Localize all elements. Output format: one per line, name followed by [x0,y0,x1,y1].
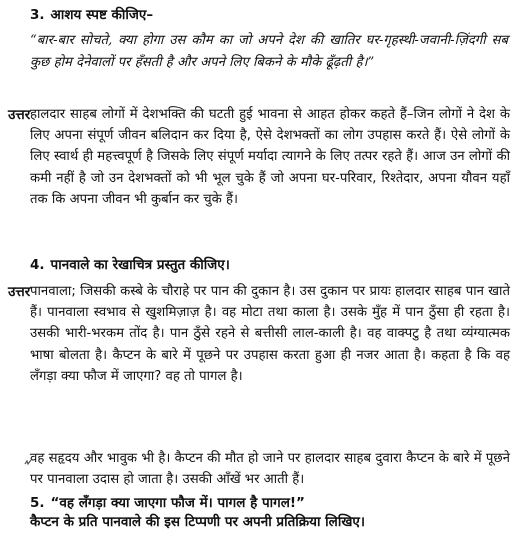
answer-label-1: उत्तर [8,107,31,123]
answer-3-text: हालदार साहब लोगों में देशभक्ति की घटती हुई भावना से आहत होकर कहते हैं–जिन लोगों ने देश के लिए अपना संपूर्ण जीवन बलिदान कर दिया है, ऐसे देशभक्तों का लोग उपहास करते हैं। ऐसे लोगों के लिए स्वार्थ ही महत्त्वपूर्ण है जिसके लिए संपूर्ण मर्यादा त्यागने के लिए तत्पर रहते हैं। आज उन लोगों की कमी नहीं है जो उन देशभक्तों को भी भूल चुके हैं जो अपना घर-परिवार, रिश्तेदार, अपना यौवन यहाँ तक कि अपना जीवन भी कुर्बान कर चुके हैं। [30,107,510,207]
question-3-number: 3. [30,7,45,23]
question-4-heading [30,256,230,274]
question-3-quote: “बार-बार सोचते, क्या होगा उस कौम का जो अपने देश की खातिर घर-गृहस्थी-जवानी-ज़िंदगी सब कुछ होम देनेवालों पर हँसती है और अपने लिए बिकने के मौके ढूँढ़ती है।” [30,33,508,70]
answer-4-text: पानवाला; जिसकी कस्बे के चौराहे पर पान की दुकान है। उस दुकान पर प्रायः हालदार साहब पान खाते हैं। पानवाला स्वभाव से खुशमिज़ाज़ है। वह मोटा तथा काला है। उसके मुँह में पान ठुँसा ही रहता है। उसकी भारी-भरकम तोंद है। पान ठुँसे रहने से बत्तीसी लाल-काली है। वह वाक्पटु है तथा व्यंग्यात्मक भाषा बोलता है। कैप्टन के बारे में पूछने पर उपहास करता हुआ ही नजर आता है। कहता है कि वह लँगड़ा क्या फौज में जाएगा? वह तो पागल है। [30,284,510,384]
question-3-heading [30,6,153,24]
question-5-title: कैप्टन के प्रति पानवाले की इस टिप्पणी पर अपनी प्रतिक्रिया लिखिए। [30,514,365,530]
answer-4-continued-text: वह सहृदय और भावुक भी है। कैप्टन की मौत हो जाने पर हालदार साहब दुवारा कैप्टन के बारे में पूछने पर पानवाला उदास हो जाता है। उसकी आँखें भर आती हैं। [30,451,510,488]
question-5-heading [30,494,305,512]
question-5-quote: “वह लँगड़ा क्या जाएगा फौज में। पागल है पागल!” [50,495,305,511]
question-4-title: पानवाले का रेखाचित्र प्रस्तुत कीजिए। [50,257,230,273]
question-5-number: 5. [30,495,45,511]
question-3-title: आशय स्पष्ट कीजिए– [50,7,154,23]
question-4-number: 4. [30,257,45,273]
answer-label-2: उत्तर [8,284,31,300]
